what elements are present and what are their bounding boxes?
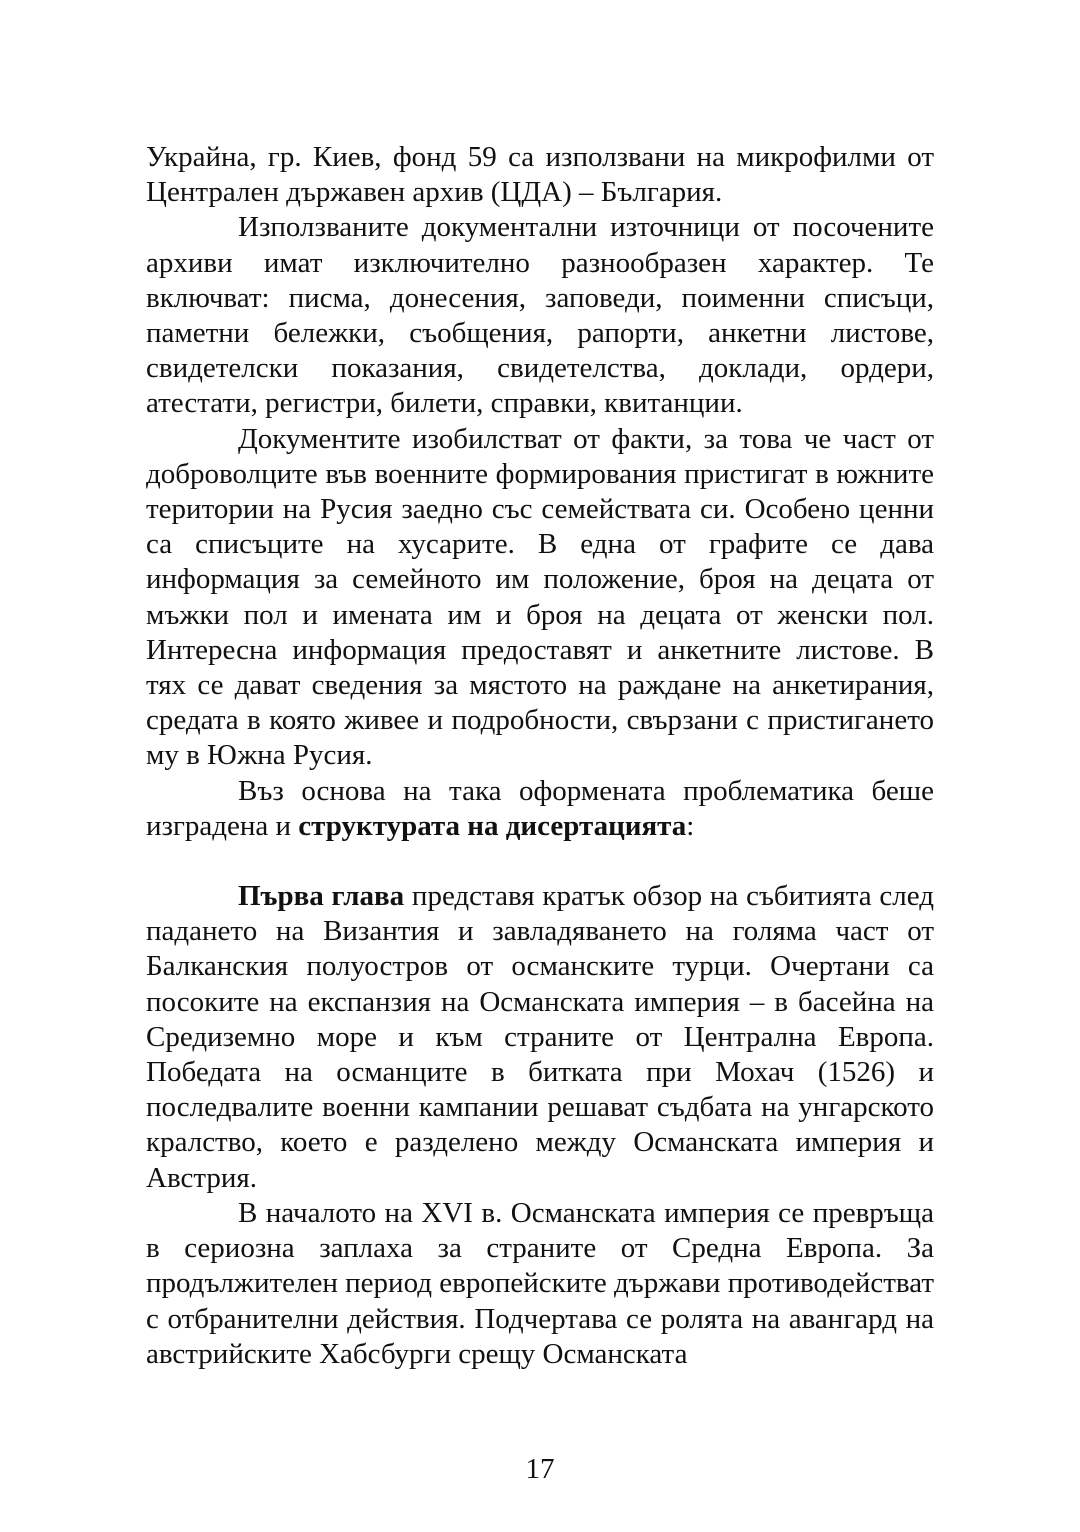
paragraph-archive-sources: Украйна, гр. Киев, фонд 59 са използвани на микрофилми от Централен държавен архив (ЦДА) – България. [146,141,934,209]
structure-intro-text: Въз основа на така оформената проблематика беше изградена и [146,774,934,842]
paragraph-document-types: Използваните документални източници от посочените архиви имат изключително разнообразен характер. Те включват: писма, донесения, заповеди, поименни списъци, паметни бележки, съобщения, рапорти, анкетни листове, свидетелски показания, свидетелства, доклади, ордери, атестати, регистри, билети, справки, квитанции. [146,211,934,420]
structure-intro-colon: : [686,809,695,842]
chapter-one-text: представя кратък обзор на събитията след падането на Византия и завладяването на голяма част от Балканския полуостров от османските турци. Очертани са посоките на експанзия на Османската империя – в басейна на Средиземно море и към страните от Централна Европа. Победата на османците в битката при Мохач (1526) и последвалите военни кампании решават съдбата на унгарското кралство, което е разделено между Османската империя и Австрия. [146,880,934,1194]
page-body [146,140,934,1372]
paragraph-structure-intro [146,774,934,844]
page-number: 17 [525,1453,555,1485]
paragraph-chapter-one [146,879,934,1196]
paragraph-sixteenth-century: В началото на XVI в. Османската империя се превръща в сериозна заплаха за страните от Средна Европа. За продължителен период европейските държави противодействат с отбранителни действия. Подчертава се ролята на авангард на австрийските Хабсбурги срещу Османската [146,1196,934,1370]
paragraph-gap [146,844,934,879]
chapter-one-heading-bold: Първа глава [238,880,405,913]
paragraph-document-facts: Документите изобилстват от факти, за това че част от доброволците във военните формирования пристигат в южните територии на Русия заедно със семействата си. Особено ценни са списъците на хусарите. В една от графите се дава информация за семейното им положение, броя на децата от мъжки пол и имената им и броя на децата от женски пол. Интересна информация предоставят и анкетните листове. В тях се дават сведения за мястото на раждане на анкетирания, средата в която живее и подробности, свързани с пристигането му в Южна Русия. [146,422,934,772]
structure-heading-bold: структурата на дисертацията [298,809,687,842]
